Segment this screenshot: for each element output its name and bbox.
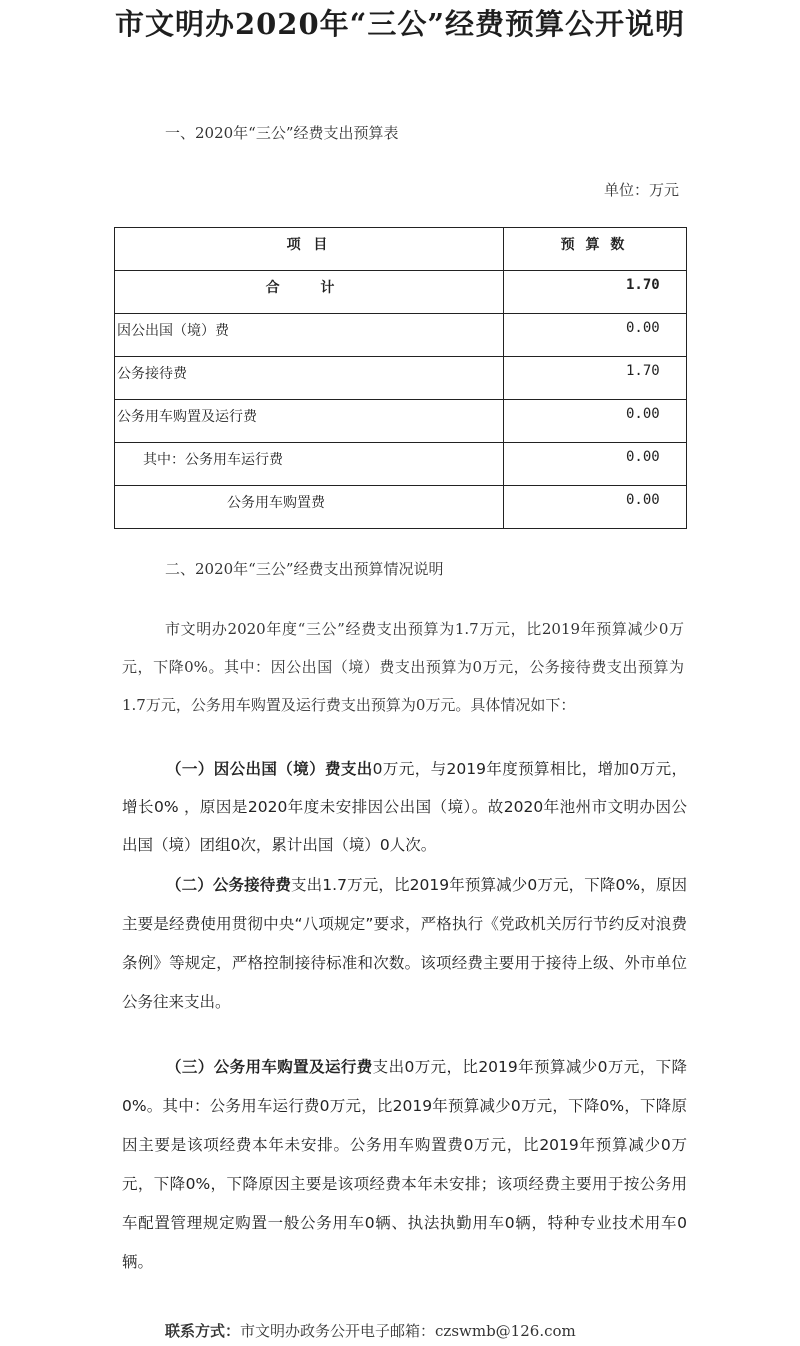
item2-heading: （二）公务接待费 (166, 876, 292, 894)
unit-label: 单位：万元 (603, 181, 679, 199)
summary-paragraph: 市文明办2020年度“三公”经费支出预算为1.7万元，比2019年预算减少0万元，下降0%。其中：因公出国（境）费支出预算为0万元，公务接待费支出预算为1.7万元，公务用车购置及运行费支出预算为0万元。具体情况如下： (122, 620, 684, 714)
row-value: 0.00 (504, 314, 687, 357)
row-label: 公务接待费 (115, 357, 504, 400)
section1-heading: 一、2020年“三公”经费支出预算表 (165, 124, 399, 142)
row-value: 0.00 (504, 400, 687, 443)
row-value: 0.00 (504, 486, 687, 529)
table-row (115, 443, 687, 486)
contact-text: 市文明办政务公开电子邮箱：czswmb@126.com (240, 1322, 576, 1340)
row-label: 公务用车购置费 (115, 486, 504, 529)
table-total-row (115, 271, 687, 314)
table-row (115, 314, 687, 357)
budget-table (114, 227, 687, 529)
table-row (115, 400, 687, 443)
item1-heading: （一）因公出国（境）费支出 (166, 760, 373, 778)
row-value: 1.70 (504, 357, 687, 400)
item2-text: 支出1.7万元，比2019年预算减少0万元，下降0%，原因主要是经费使用贯彻中央“八项规定”要求，严格执行《党政机关厉行节约反对浪费条例》等规定，严格控制接待标准和次数。该项经费主要用于接待上级、外市单位公务往来支出。 (122, 876, 687, 1011)
table-row (115, 357, 687, 400)
table-header-row (115, 228, 687, 271)
section2-heading: 二、2020年“三公”经费支出预算情况说明 (165, 560, 444, 578)
total-value: 1.70 (504, 271, 687, 314)
row-label: 因公出国（境）费 (115, 314, 504, 357)
item2-paragraph (122, 866, 687, 1022)
item1-text: 0万元，与2019年度预算相比，增加0万元，增长0% ，原因是2020年度未安排因公出国（境）。故2020年池州市文明办因公出国（境）团组0次，累计出国（境）0人次。 (122, 760, 687, 854)
row-value: 0.00 (504, 443, 687, 486)
page-title: 市文明办2020年“三公”经费预算公开说明 (114, 7, 686, 41)
row-label: 公务用车购置及运行费 (115, 400, 504, 443)
total-label: 合 计 (115, 271, 504, 314)
header-amount: 预 算 数 (504, 228, 687, 271)
item3-text: 支出0万元，比2019年预算减少0万元，下降0%。其中：公务用车运行费0万元，比2019年预算减少0万元，下降0%，下降原因主要是该项经费本年未安排。公务用车购置费0万元，比2019年预算减少0万元，下降0%，下降原因主要是该项经费本年未安排；该项经费主要用于按公务用车配置管理规定购置一般公务用车0辆、执法执勤用车0辆，特种专业技术用车0辆。 (122, 1058, 687, 1271)
contact-label: 联系方式： (165, 1322, 241, 1340)
header-item: 项 目 (115, 228, 504, 271)
table-row (115, 486, 687, 529)
item3-paragraph (122, 1048, 687, 1282)
item3-heading: （三）公务用车购置及运行费 (166, 1058, 373, 1076)
row-label: 其中：公务用车运行费 (115, 443, 504, 486)
contact-line (165, 1320, 576, 1341)
item1-paragraph (122, 750, 687, 864)
